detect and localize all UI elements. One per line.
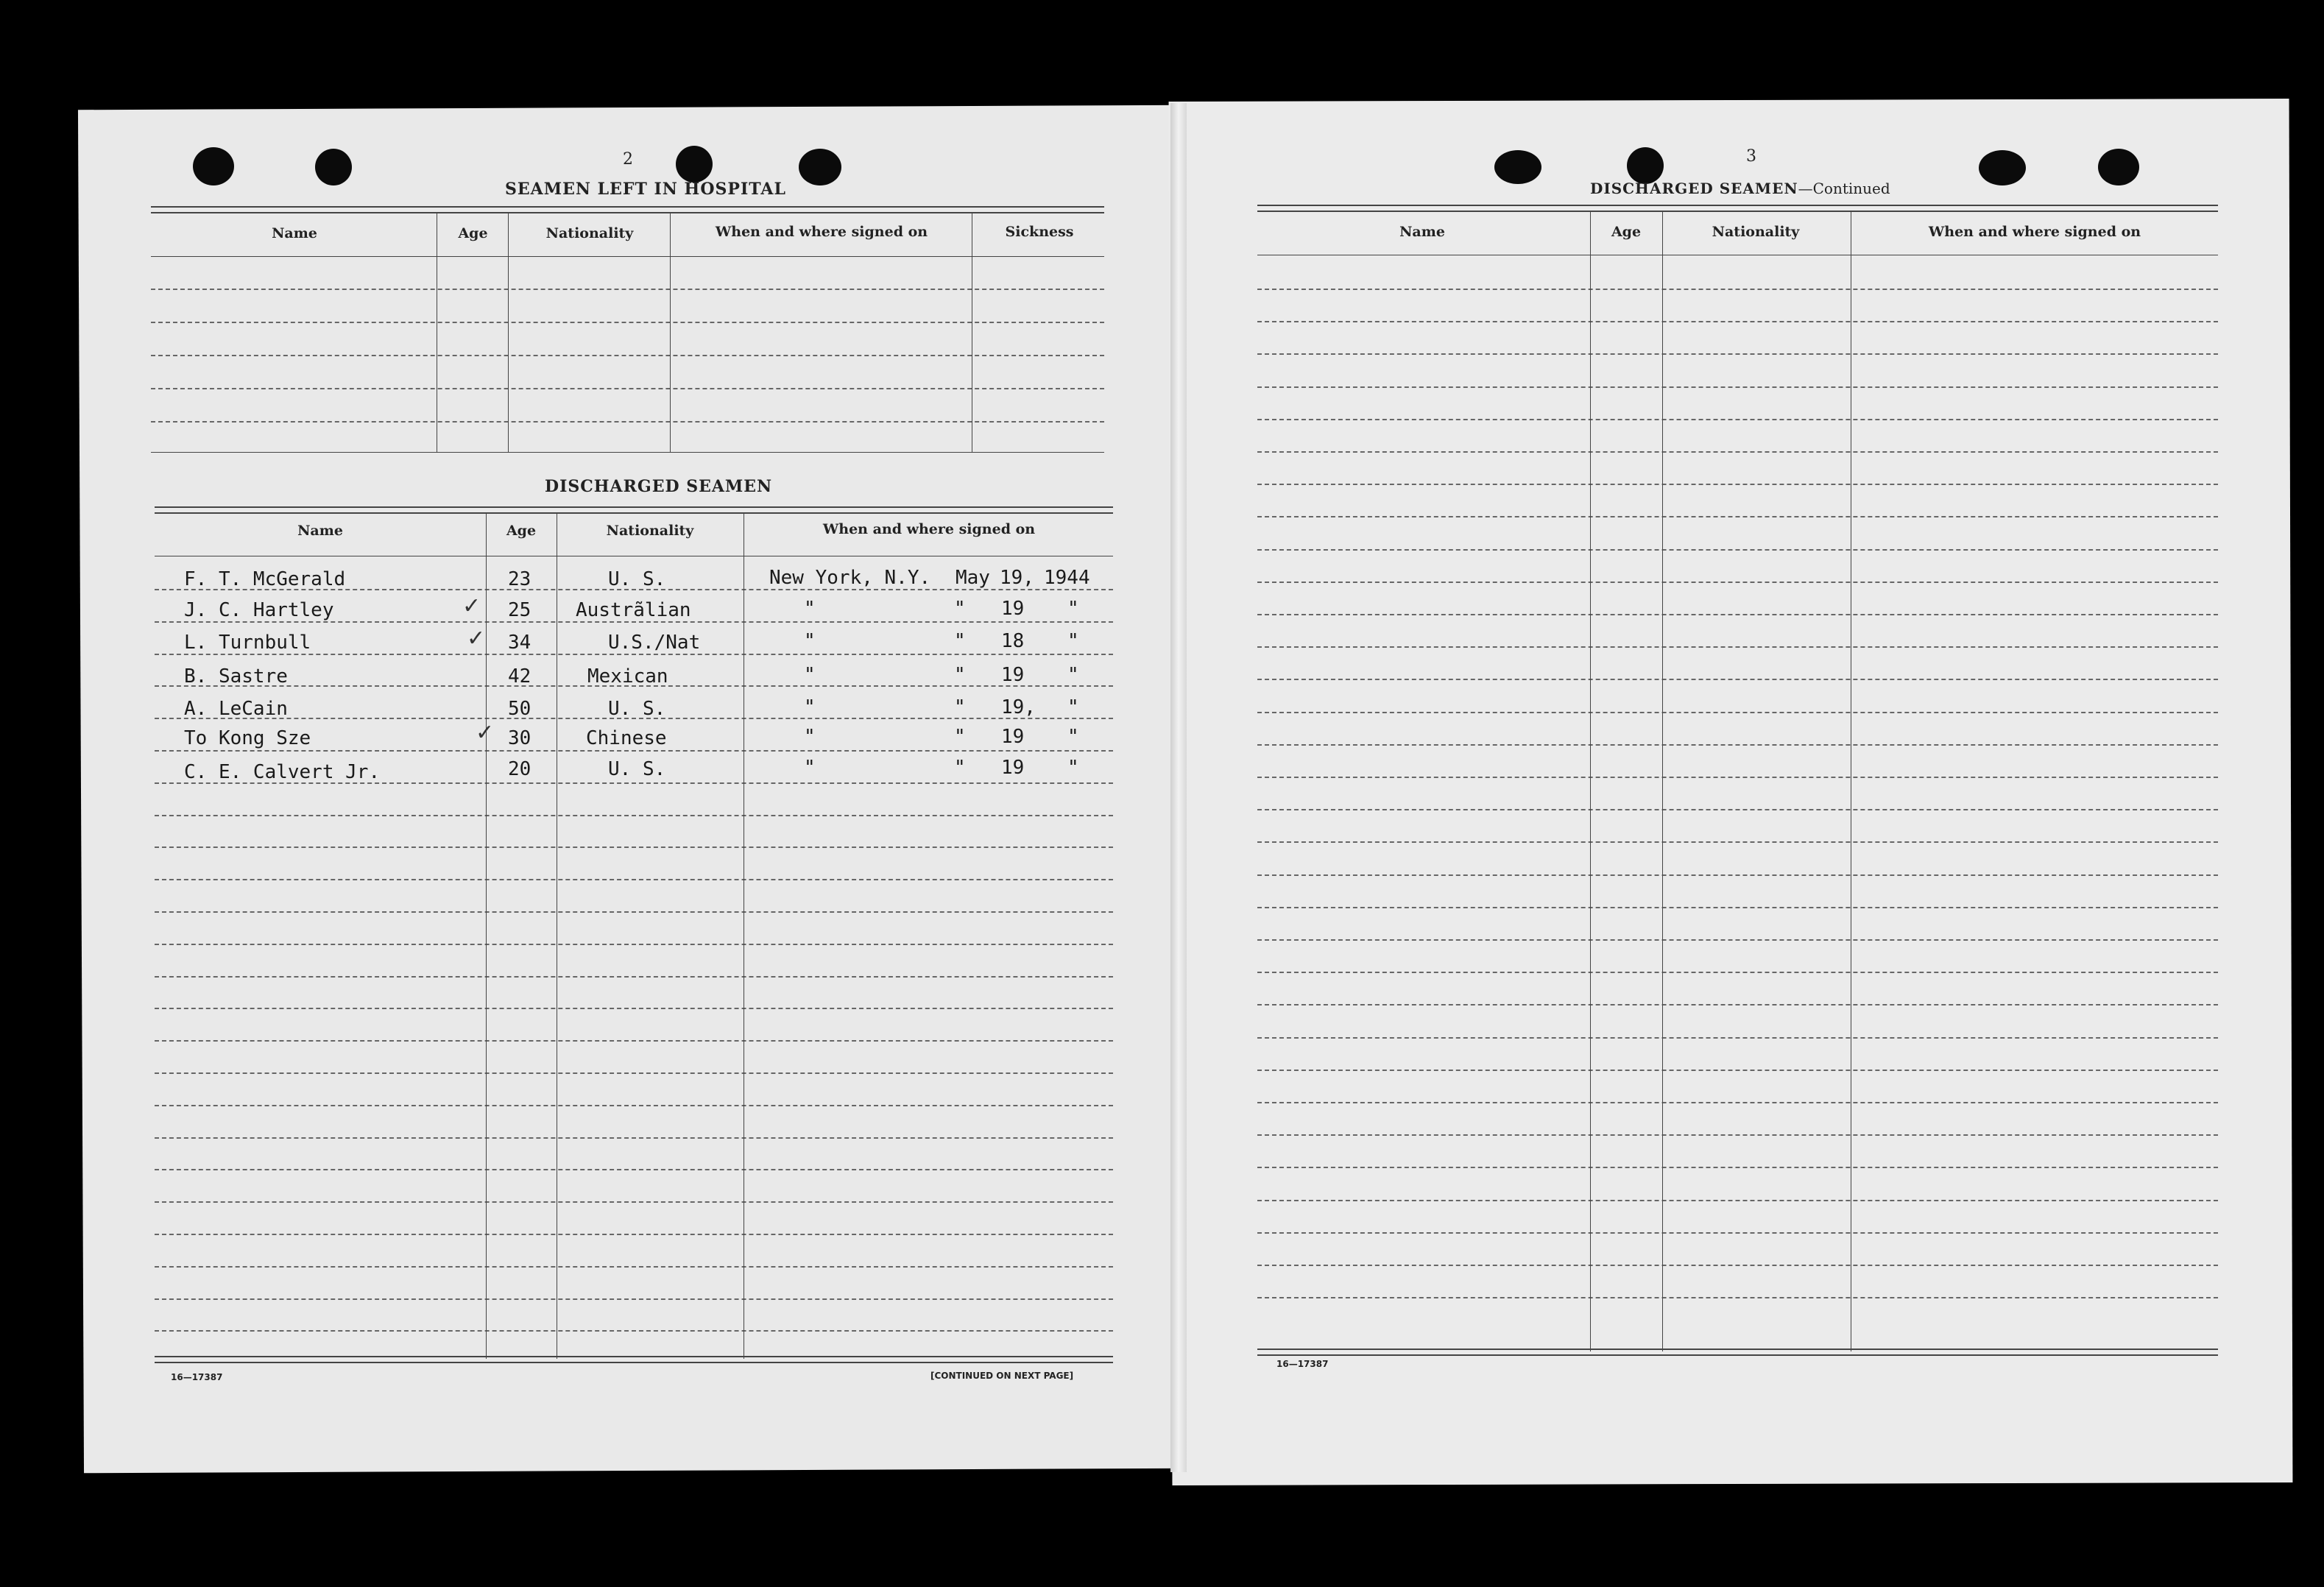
left-page [78,105,1188,1474]
row-line [155,1330,1113,1332]
row-line [1257,516,2218,517]
row-line [155,911,1113,913]
cell-name: B. Sastre [184,665,288,688]
row-line [155,1137,1113,1139]
row-line [151,388,1104,389]
row-line [1257,1232,2218,1234]
row-line [155,1105,1113,1106]
row-line [1257,841,2218,843]
row-line [1257,1297,2218,1298]
cell-day: 19, [1001,696,1036,718]
row-line [1257,1004,2218,1005]
page-number: 2 [623,150,633,169]
cell-year: " [1067,696,1079,718]
cell-name: J. C. Hartley [184,599,334,621]
cell-month: " [954,757,966,779]
cell-year: " [1067,630,1079,652]
row-line [155,1072,1113,1074]
cell-name: C. E. Calvert Jr. [184,761,381,783]
row-line [1257,712,2218,713]
row-line [1257,972,2218,973]
row-line [1257,907,2218,908]
column-header-signed-on: When and where signed on [822,521,1036,537]
row-line [155,1234,1113,1235]
cell-nationality: U. S. [608,568,666,590]
cell-place: " [804,664,816,686]
row-line [1257,1070,2218,1071]
column-header-name: Name [297,523,343,539]
cell-age: 20 [508,758,531,780]
row-line [1257,1134,2218,1136]
row-line [1257,1037,2218,1039]
punch-hole [2098,149,2139,185]
cell-month: " [954,630,966,652]
cell-day: 19 [1001,726,1025,748]
cell-month: " [954,696,966,718]
row-line [1257,874,2218,876]
cell-day: 19 [1001,664,1025,686]
punch-hole [799,149,841,185]
cell-nationality: U.S./Nat [608,632,701,654]
row-line [151,355,1104,356]
row-line [155,621,1113,623]
column-header-signed-on: When and where signed on [715,224,928,240]
cell-place: " [804,696,816,718]
right-section-title: DISCHARGED SEAMEN—Continued [1590,180,1890,197]
row-line [1257,744,2218,746]
row-line [1257,289,2218,290]
row-line [1257,549,2218,551]
column-header-age: Age [458,225,488,241]
column-header-nationality: Nationality [606,523,694,539]
discharged-section-title: DISCHARGED SEAMEN [545,477,773,496]
cell-day: 18 [1001,630,1025,652]
column-header-sickness: Sickness [1005,224,1074,240]
row-line [1257,386,2218,388]
cell-place: " [804,757,816,779]
punch-hole [1979,150,2026,185]
punch-hole [676,146,713,183]
column-header-nationality: Nationality [545,225,634,241]
row-line [1257,777,2218,778]
form-number: 16—17387 [1276,1359,1329,1369]
table-rule [151,452,1104,453]
row-line [155,846,1113,848]
row-line [155,1266,1113,1268]
cell-month: May [956,567,990,589]
cell-day: 19 [1001,757,1025,779]
continued-note: [CONTINUED ON NEXT PAGE] [930,1371,1074,1381]
cell-age: 34 [508,632,531,654]
header-rule [151,256,1104,257]
check-mark: ✓ [467,626,486,651]
row-line [151,421,1104,423]
row-line [155,944,1113,945]
row-line [1257,809,2218,810]
column-header-name: Name [272,225,317,241]
row-line [1257,1200,2218,1201]
page-fold [1170,103,1187,1472]
cell-nationality: U. S. [608,758,666,780]
row-line [1257,321,2218,322]
punch-hole [1494,150,1541,184]
cell-place: " [804,726,816,748]
cell-nationality: Mexican [587,665,668,688]
cell-place: New York, N.Y. [769,567,931,589]
row-line [155,750,1113,752]
punch-hole [193,147,234,185]
table-rule [1257,1349,2218,1356]
row-line [1257,1167,2218,1168]
row-line [155,1169,1113,1170]
row-line [1257,451,2218,453]
row-line [155,815,1113,816]
column-divider [1590,212,1591,1351]
row-line [1257,614,2218,615]
cell-day: 19, [1000,567,1034,589]
row-line [1257,1102,2218,1103]
cell-age: 50 [508,698,531,720]
row-line [1257,484,2218,485]
row-line [1257,419,2218,420]
row-line [1257,679,2218,680]
cell-place: " [804,630,816,652]
form-number: 16—17387 [171,1372,223,1382]
column-header-name: Name [1399,224,1445,240]
column-divider [508,213,509,453]
cell-name: A. LeCain [184,698,288,720]
column-header-age: Age [506,523,537,539]
row-line [155,976,1113,978]
column-divider [1662,212,1663,1351]
row-line [151,289,1104,290]
row-line [155,1040,1113,1042]
cell-year: " [1067,726,1079,748]
row-line [155,879,1113,880]
cell-month: " [954,726,966,748]
cell-age: 42 [508,665,531,688]
cell-year: 1944 [1044,567,1090,589]
row-line [1257,353,2218,355]
column-divider [670,213,671,453]
punch-hole [1627,147,1664,184]
row-line [151,322,1104,323]
column-divider [486,512,487,1359]
page-number: 3 [1746,147,1756,166]
cell-name: L. Turnbull [184,632,311,654]
cell-year: " [1067,664,1079,686]
cell-year: " [1067,598,1079,620]
cell-age: 30 [508,727,531,749]
table-rule [1257,205,2218,212]
row-line [1257,646,2218,648]
table-rule [155,1356,1113,1363]
cell-month: " [954,664,966,686]
cell-age: 23 [508,568,531,590]
cell-year: " [1067,757,1079,779]
row-line [1257,939,2218,941]
right-page [1169,99,2293,1485]
row-line [1257,582,2218,583]
row-line [1257,1265,2218,1266]
row-line [155,1298,1113,1300]
cell-nationality: Austrãlian [576,599,691,621]
cell-name: To Kong Sze [184,727,311,749]
column-header-signed-on: When and where signed on [1928,224,2141,240]
cell-place: " [804,598,816,620]
cell-name: F. T. McGerald [184,568,346,590]
column-header-age: Age [1611,224,1642,240]
row-line [155,1008,1113,1009]
punch-hole [315,149,352,185]
column-header-nationality: Nationality [1712,224,1800,240]
cell-age: 25 [508,599,531,621]
hospital-section-title: SEAMEN LEFT IN HOSPITAL [505,180,786,199]
table-rule [155,506,1113,514]
table-rule [151,206,1104,213]
check-mark: ✓ [462,593,481,619]
check-mark: ✓ [476,720,495,746]
cell-nationality: Chinese [586,727,667,749]
cell-nationality: U. S. [608,698,666,720]
row-line [155,1201,1113,1203]
cell-month: " [954,598,966,620]
cell-day: 19 [1001,598,1025,620]
